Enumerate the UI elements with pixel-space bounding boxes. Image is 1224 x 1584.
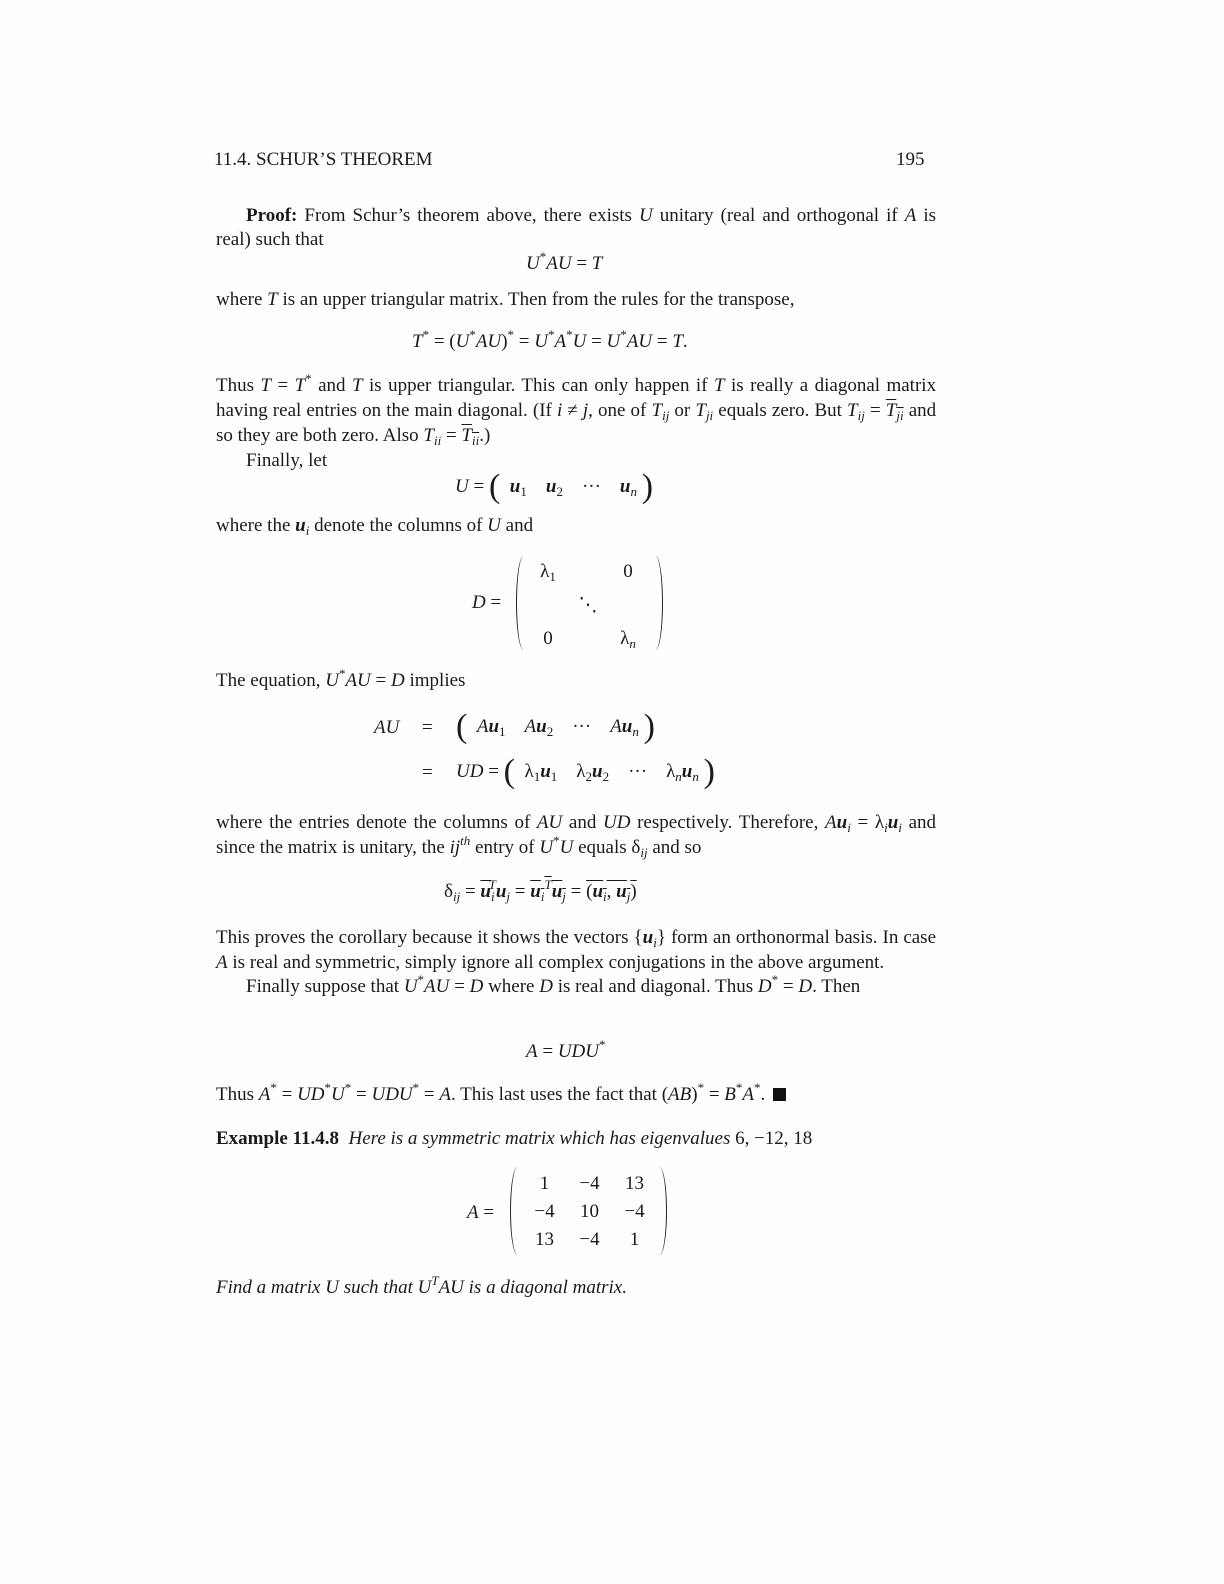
A-entry-1-3: 13 xyxy=(625,1173,644,1194)
equation-U-columns: U = ( $u_1$ $u_2$ ··· $u_n$ ) xyxy=(455,468,654,505)
A-entry-2-2: 10 xyxy=(580,1201,599,1222)
A-entry-2-1: −4 xyxy=(534,1201,555,1222)
D-entry-1-1: $\lambda_1$ xyxy=(540,561,556,584)
A-entry-1-2: −4 xyxy=(579,1173,600,1194)
eq-sign-1: = xyxy=(422,717,433,738)
running-header: 11.4. SCHUR’S THEOREM xyxy=(214,149,433,170)
A-entry-3-2: −4 xyxy=(579,1229,600,1250)
eq-sign-2: = xyxy=(422,762,433,783)
proves-paragraph: This proves the corollary because it shows the vectors $\{u_i\}$ form an orthonormal basis. In case A is real and symmetric, simply ignore all complex conjugations in the above argument. Finally suppose that U*AU = D where D is real and diagonal. Thus D* = D. Then xyxy=(216,927,937,997)
A-label: A = xyxy=(467,1202,495,1223)
D-matrix xyxy=(528,560,648,652)
A-entry-2-3: −4 xyxy=(624,1201,645,1222)
where-entries-paragraph: where the entries denote the columns of AU and UD respectively. Therefore, $Au_i = \lambda_iu_i$ and since the matrix is unitary, the $ij^{th}$ entry of U*U equals $\delta_{ij}$ and so xyxy=(216,812,937,860)
D-entry-2-2: ⋱ xyxy=(578,595,598,616)
example-paragraph: Example 11.4.8 Here is a symmetric matrix which has eigenvalues 6, −12, 18 xyxy=(216,1128,813,1149)
AU-label: AU xyxy=(374,717,400,738)
page-number: 195 xyxy=(896,149,925,170)
D-label: D = xyxy=(472,592,502,613)
where-ui-paragraph: where the $u_i$ denote the columns of U and xyxy=(216,515,534,538)
A-matrix xyxy=(522,1172,657,1252)
equation-paragraph: The equation, U*AU = D implies xyxy=(216,666,466,691)
proof-paragraph: Proof: From Schur’s theorem above, there exists U unitary (real and orthogonal if A is real) such that xyxy=(216,205,937,250)
D-right-paren xyxy=(648,556,663,650)
D-entry-3-3: $\lambda_n$ xyxy=(620,628,636,651)
A-entry-3-3: 1 xyxy=(629,1229,640,1250)
A-entry-3-1: 13 xyxy=(535,1229,554,1250)
thus-paragraph: Thus T = T* and T is upper triangular. This can only happen if T is really a diagonal matrix having real entries on the main diagonal. (If i ≠ j, one of $T_{ij}$ or $T_{ji}$ equals zero. But $T_{ij} = T_{ji}$ and so they are both zero. Also $T_{ii} = T_{ii}$.) Finally, let xyxy=(216,371,937,471)
equation-transpose: T* = (U*AU)* = U*A*U = U*AU = T. xyxy=(412,327,688,352)
find-paragraph: Find a matrix U such that $U^TAU$ is a diagonal matrix. xyxy=(216,1273,627,1298)
equation-UD-columns: UD = ( $\lambda_1u_1$ $\lambda_2u_2$ ··· $\lambda_nu_n$ ) xyxy=(456,753,715,790)
equation-UAU-T: U*AU = T xyxy=(526,249,603,274)
last-paragraph: Thus A* = UD*U* = UDU* = A. This last uses the fact that (AB)* = B*A*. xyxy=(216,1083,936,1108)
D-entry-3-1: 0 xyxy=(543,628,553,649)
where-T-paragraph: where T is an upper triangular matrix. Then from the rules for the transpose, xyxy=(216,289,795,310)
qed-symbol xyxy=(773,1088,786,1101)
equation-AU-columns: ( $Au_1$ $Au_2$ ··· $Au_n$ ) xyxy=(456,708,655,745)
D-entry-1-3: 0 xyxy=(623,561,633,582)
equation-A-UDU: A = UDU* xyxy=(526,1037,606,1062)
A-entry-1-1: 1 xyxy=(539,1173,550,1194)
equation-delta: $\delta_{ij} = \overline{u}_i^Tu_j = u_i^Tu_j = (u_i$, $u_j$) xyxy=(444,877,637,904)
